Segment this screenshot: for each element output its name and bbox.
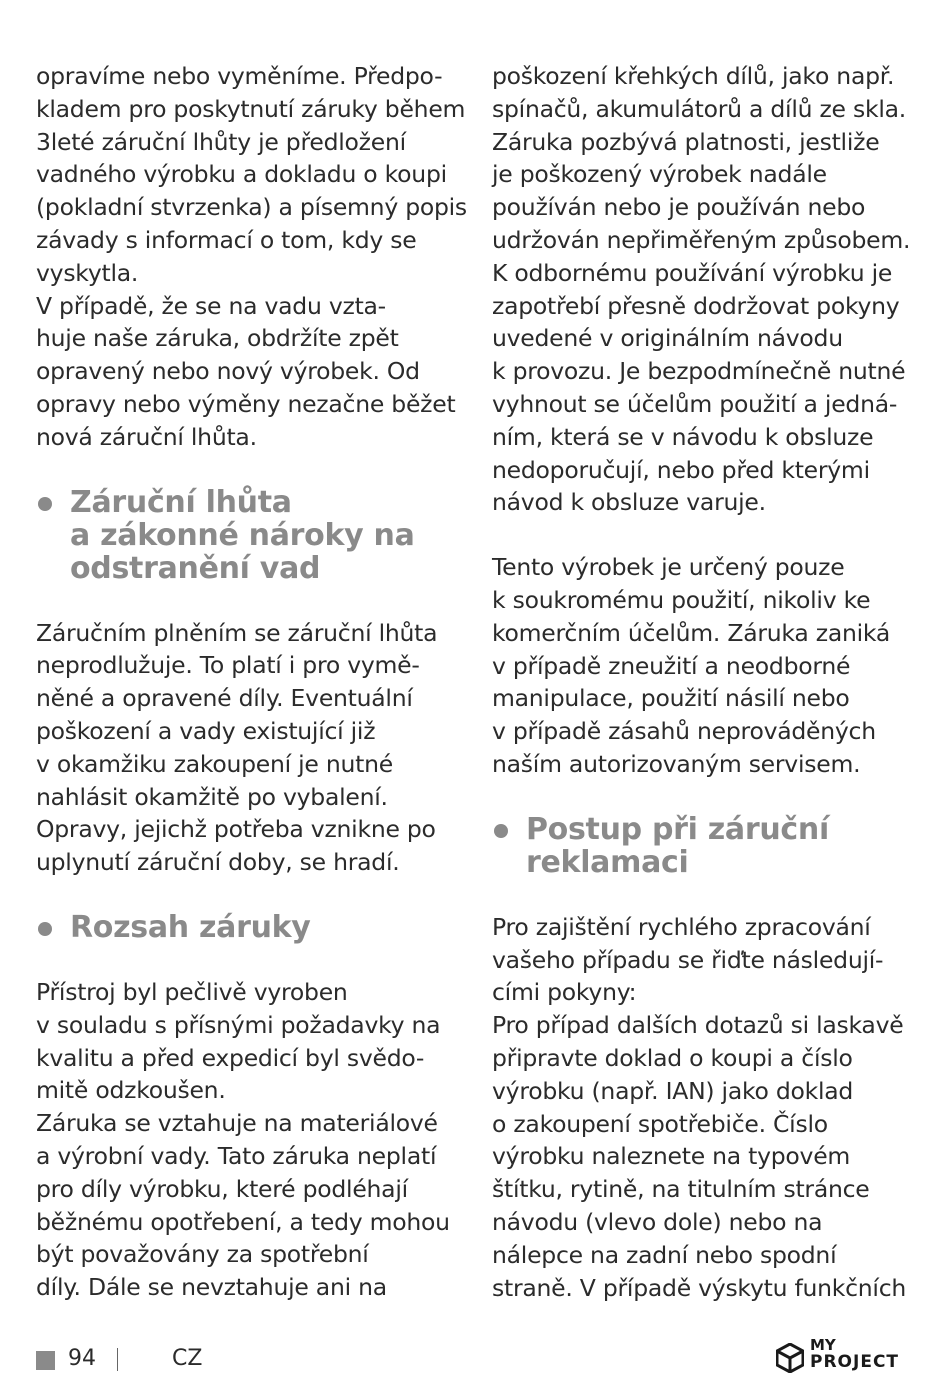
text-line: Opravy, jejichž potřeba vznikne po: [36, 815, 436, 844]
text-line: mitě odzkoušen.: [36, 1076, 226, 1105]
text-line: o zakoupení spotřebiče. Číslo: [492, 1109, 828, 1138]
text-line: k soukromému použití, nikoliv ke: [492, 585, 871, 614]
text-line: v okamžiku zakoupení je nutné: [36, 749, 393, 778]
brand-logo: [776, 1336, 921, 1376]
text-line: nálepce na zadní nebo spodní: [492, 1240, 837, 1269]
text-line: díly. Dále se nevztahuje ani na: [36, 1273, 387, 1302]
language-code: CZ: [172, 1346, 203, 1371]
paragraph-private-use: [492, 551, 922, 781]
text-line: návodu (vlevo dole) nebo na: [492, 1207, 823, 1236]
text-line: Záruka pozbývá platnosti, jestliže: [492, 127, 880, 156]
page-number: 94: [68, 1346, 96, 1371]
paragraph-warranty-exclusions: [36, 1107, 461, 1304]
heading-line: Záruční lhůta: [70, 484, 292, 520]
text-line: komerčním účelům. Záruka zaniká: [492, 618, 891, 647]
paragraph-warranty-repair: [36, 60, 467, 290]
text-line: uvedené v originálním návodu: [492, 324, 843, 353]
heading-line: a zákonné nároky na: [70, 517, 415, 553]
text-line: Pro zajištění rychlého zpracování: [492, 912, 871, 941]
text-line: V případě, že se na vadu vzta-: [36, 291, 386, 320]
text-line: něné a opravené díly. Eventuální: [36, 684, 413, 713]
text-line: K odbornému používání výrobku je: [492, 258, 893, 287]
text-line: straně. V případě výskytu funkčních: [492, 1273, 907, 1302]
section-heading-warranty-scope: [36, 911, 461, 944]
heading-line: Rozsah záruky: [70, 909, 311, 945]
text-line: vadného výrobku a dokladu o koupi: [36, 160, 447, 189]
text-line: vyskytla.: [36, 258, 139, 287]
brand-text-my: MY: [810, 1336, 836, 1354]
text-line: neprodlužuje. To platí i pro vymě-: [36, 651, 420, 680]
text-line: opravy nebo výměny nezačne běžet: [36, 389, 456, 418]
page-marker-icon: [36, 1351, 55, 1370]
bullet-icon: [38, 497, 52, 511]
paragraph-claim-instructions: [492, 911, 922, 1009]
paragraph-device-quality: [36, 976, 461, 1107]
paragraph-product-number: [492, 1009, 922, 1304]
text-line: nedoporučují, nebo před kterými: [492, 455, 870, 484]
text-line: pro díly výrobku, které podléhají: [36, 1174, 408, 1203]
page-footer: [0, 1336, 950, 1380]
text-line: být považovány za spotřební: [36, 1240, 369, 1269]
text-line: (pokladní stvrzenka) a písemný popis: [36, 193, 467, 222]
text-line: kvalitu a před expedicí byl svědo-: [36, 1043, 425, 1072]
right-column: [492, 60, 922, 1304]
text-line: běžnému opotřebení, a tedy mohou: [36, 1207, 450, 1236]
text-line: ním, která se v návodu k obsluze: [492, 422, 874, 451]
text-line: je poškozený výrobek nadále: [492, 160, 827, 189]
text-line: 3leté záruční lhůty je předložení: [36, 127, 406, 156]
text-line: závady s informací o tom, kdy se: [36, 225, 417, 254]
bullet-icon: [494, 824, 508, 838]
bullet-icon: [38, 922, 52, 936]
heading-line: Postup při záruční: [526, 811, 829, 847]
text-line: udržován nepřiměřeným způsobem.: [492, 225, 911, 254]
paragraph-warranty-extension: [36, 617, 461, 879]
text-line: Záruka se vztahuje na materiálové: [36, 1109, 438, 1138]
paragraph-fragile-parts: [492, 60, 922, 519]
heading-line: odstranění vad: [70, 550, 321, 586]
text-line: nová záruční lhůta.: [36, 422, 257, 451]
text-line: v souladu s přísnými požadavky na: [36, 1010, 441, 1039]
text-line: Tento výrobek je určený pouze: [492, 553, 845, 582]
text-line: uplynutí záruční doby, se hradí.: [36, 848, 400, 877]
text-line: používán nebo je používán nebo: [492, 193, 866, 222]
text-line: výrobku naleznete na typovém: [492, 1142, 851, 1171]
text-line: poškození křehkých dílů, jako např.: [492, 62, 895, 90]
text-line: a výrobní vady. Tato záruka neplatí: [36, 1141, 437, 1170]
text-line: štítku, rytině, na titulním stránce: [492, 1175, 870, 1204]
text-line: Pro případ dalších dotazů si laskavě: [492, 1011, 904, 1040]
text-line: Přístroj byl pečlivě vyroben: [36, 977, 348, 1006]
text-line: manipulace, použití násilí nebo: [492, 684, 850, 713]
section-heading-claim-procedure: [492, 813, 922, 879]
text-line: připravte doklad o koupi a číslo: [492, 1043, 853, 1072]
text-line: výrobku (např. IAN) jako doklad: [492, 1076, 854, 1105]
brand-text-project: PROJECT: [810, 1352, 900, 1372]
text-line: spínačů, akumulátorů a dílů ze skla.: [492, 94, 906, 123]
text-line: návod k obsluze varuje.: [492, 488, 766, 517]
left-column: [36, 60, 467, 1304]
text-line: cími pokyny:: [492, 978, 637, 1007]
section-heading-warranty-period: [36, 486, 461, 585]
text-line: opravíme nebo vyměníme. Předpo-: [36, 62, 443, 90]
brand-cube-icon: [776, 1343, 804, 1373]
text-line: nahlásit okamžitě po vybalení.: [36, 782, 388, 811]
heading-line: reklamaci: [526, 844, 689, 880]
text-line: huje naše záruka, obdržíte zpět: [36, 324, 399, 353]
text-line: vašeho případu se řiďte následují-: [492, 945, 884, 974]
text-line: k provozu. Je bezpodmínečně nutné: [492, 357, 906, 386]
text-line: poškození a vady existující již: [36, 716, 376, 745]
text-line: opravený nebo nový výrobek. Od: [36, 357, 420, 386]
text-line: v případě zneužití a neodborné: [492, 651, 851, 680]
text-line: naším autorizovaným servisem.: [492, 749, 861, 778]
text-line: v případě zásahů neprováděných: [492, 717, 876, 746]
footer-divider: [117, 1348, 118, 1371]
text-line: Záručním plněním se záruční lhůta: [36, 618, 438, 647]
text-line: vyhnout se účelům použití a jedná-: [492, 389, 898, 418]
text-line: kladem pro poskytnutí záruky během: [36, 94, 466, 123]
text-line: zapotřebí přesně dodržovat pokyny: [492, 291, 900, 320]
paragraph-warranty-coverage: [36, 290, 461, 454]
